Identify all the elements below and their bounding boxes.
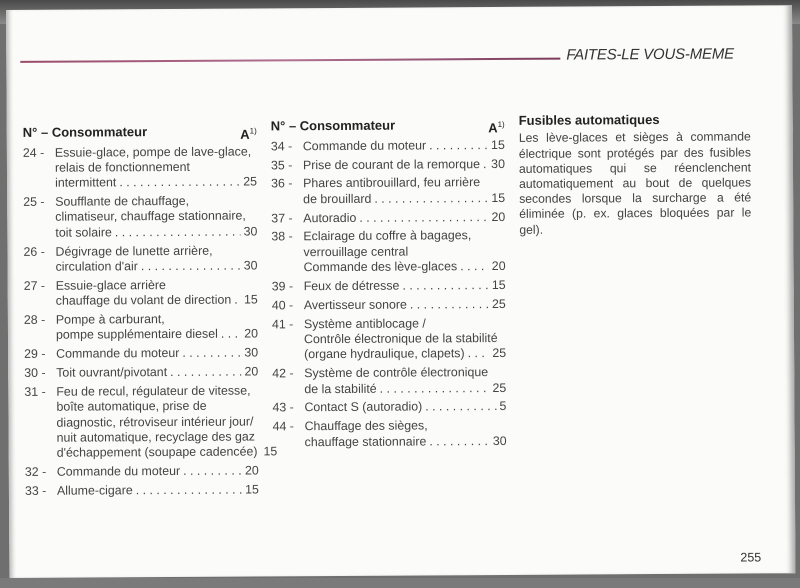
fuse-consumer: Allume-cigare <box>56 483 133 498</box>
fuse-entry <box>271 228 505 275</box>
heading-unit: $A^{1)}$ <box>488 119 505 136</box>
fuse-amperage: 20 <box>491 209 506 224</box>
fuse-number: 28 - <box>23 312 46 327</box>
fuse-number: 35 - <box>270 157 293 172</box>
fuse-number: 40 - <box>271 298 294 313</box>
fuse-consumer-line: boîte automatique, prise de <box>56 399 207 414</box>
leader-dots <box>468 346 490 361</box>
fuse-entry <box>272 365 506 397</box>
fuse-amperage: 20 <box>491 259 506 274</box>
fuse-amperage: 30 <box>244 345 259 360</box>
leader-dots <box>410 297 489 313</box>
heading-label: N° – Consommateur <box>270 117 396 134</box>
fuse-consumer-line: diagnostic, rétroviseur intérieur jour/ <box>56 414 254 430</box>
heading-label: N° – Consommateur <box>22 124 148 140</box>
fuse-consumer-line: chauffage stationnaire <box>304 434 427 449</box>
fuse-consumer-line: Essuie-glace, pompe de lave-glace, <box>54 144 252 160</box>
fuse-entry <box>272 278 506 295</box>
fuse-number: 24 - <box>22 145 45 160</box>
fuse-entry <box>23 243 257 275</box>
fuse-consumer-line: climatiseur, chauffage stationnaire, <box>55 208 246 225</box>
fuse-entry <box>24 277 258 309</box>
fuse-entry <box>272 316 506 363</box>
fuse-consumer-line: Système antiblocage / <box>303 316 426 331</box>
fuse-consumer: Feux de détresse <box>303 278 400 294</box>
fuse-amperage: 20 <box>244 463 259 478</box>
fuse-amperage: 15 <box>263 444 278 459</box>
fuse-consumer-line: toit solaire <box>55 225 112 240</box>
fuse-amperage: 15 <box>243 292 258 307</box>
fuse-amperage: 15 <box>491 190 506 205</box>
fuse-consumer-line: (organe hydraulique, clapets) <box>304 346 465 362</box>
fuse-amperage: 15 <box>491 277 506 293</box>
fuse-entry <box>271 156 505 173</box>
fuse-consumer-line: pompe supplémentaire diesel <box>55 326 218 342</box>
fuse-number: 31 - <box>24 384 46 399</box>
fuse-consumer: Prise de courant de la remorque <box>302 156 481 172</box>
fuse-entry <box>25 482 259 499</box>
fuse-amperage: 25 <box>243 174 258 189</box>
fuse-consumer-line: Feu de recul, régulateur de vitesse, <box>56 383 251 399</box>
fuse-amperage: 30 <box>491 156 505 171</box>
leader-dots <box>460 259 489 274</box>
fuse-list <box>22 144 278 499</box>
leader-dots <box>429 138 488 154</box>
fuse-number: 25 - <box>23 194 45 210</box>
section-body: Les lève-glaces et sièges à commande électrique sont protégés par des fusibles automatiques qui se réenclenchent automatiquement au bout de quelques secondes lorsque la surcharge a été éliminée (p. ex. glaces bloquées par le gel). <box>518 129 752 237</box>
fuse-number: 43 - <box>272 400 294 415</box>
fuse-consumer: Autoradio <box>303 210 357 225</box>
fuse-entry <box>24 311 258 343</box>
fuse-consumer: Contact S (autoradio) <box>304 399 423 415</box>
scan-bottom-shadow <box>0 578 800 588</box>
fuse-amperage: 30 <box>243 258 258 273</box>
fuse-consumer: Commande du moteur <box>302 138 427 153</box>
fuse-consumer-line: Dégivrage de lunette arrière, <box>55 243 213 259</box>
fuse-consumer-line: Eclairage du coffre à bagages, <box>303 228 472 244</box>
fuse-number: 27 - <box>23 278 46 293</box>
automatic-fuses-section <box>519 111 752 237</box>
fuse-number: 26 - <box>23 244 45 259</box>
fuse-table-column-2 <box>271 117 507 454</box>
fuse-amperage: 30 <box>492 433 507 448</box>
leader-dots <box>136 482 243 498</box>
leader-dots <box>374 191 488 207</box>
fuse-entry <box>271 210 505 227</box>
fuse-number: 36 - <box>271 176 293 191</box>
column-heading <box>271 117 505 137</box>
fuse-consumer: Commande du moteur <box>56 346 180 361</box>
section-heading: Fusibles automatiques <box>518 112 660 128</box>
column-heading <box>23 123 257 143</box>
fuse-consumer-line: de la stabilité <box>304 381 377 396</box>
fuse-amperage: 5 <box>499 399 507 414</box>
section-title: FAITES-LE VOUS-MEME <box>566 45 734 64</box>
fuse-number: 29 - <box>24 346 46 362</box>
fuse-entry <box>272 399 506 416</box>
fuse-consumer-line: Essuie-glace arrière <box>55 277 166 293</box>
fuse-entry <box>24 365 258 382</box>
leader-dots <box>483 157 488 172</box>
fuse-entry <box>23 194 257 241</box>
fuse-consumer-line: Pompe à carburant, <box>55 312 165 327</box>
fuse-entry <box>271 175 505 207</box>
fuse-entry <box>273 418 507 450</box>
fuse-consumer-line: Système de contrôle électronique <box>304 365 489 381</box>
leader-dots <box>429 434 490 450</box>
fuse-consumer: Commande du moteur <box>56 463 181 479</box>
fuse-consumer-line: Commande des lève-glaces <box>303 259 458 275</box>
fuse-entry <box>25 463 259 480</box>
fuse-entry <box>271 138 505 155</box>
fuse-amperage: 25 <box>491 296 506 311</box>
fuse-consumer-line: Chauffage des sièges, <box>304 418 428 434</box>
fuse-amperage: 25 <box>492 380 507 395</box>
fuse-amperage: 20 <box>244 326 259 341</box>
fuse-entry <box>24 346 258 363</box>
leader-dots <box>115 224 241 240</box>
fuse-number: 41 - <box>271 317 294 332</box>
fuse-entry <box>24 383 278 461</box>
fuse-consumer-line: Soufflante de chauffage, <box>55 193 190 209</box>
fuse-consumer: Toit ouvrant/pivotant <box>56 365 168 380</box>
fuse-list <box>271 138 507 451</box>
fuse-consumer-line: d'échappement (soupape cadencée) <box>56 444 258 460</box>
fuse-consumer-line: relais de fonctionnement <box>54 159 191 175</box>
fuse-consumer-line: chauffage du volant de direction <box>55 292 232 308</box>
leader-dots <box>119 175 240 191</box>
fuse-entry <box>23 144 257 191</box>
fuse-number: 33 - <box>24 483 47 498</box>
fuse-amperage: 15 <box>490 137 505 152</box>
fuse-number: 37 - <box>271 210 293 225</box>
fuse-consumer-line: Phares antibrouillard, feu arrière <box>303 175 481 191</box>
leader-dots <box>380 381 490 397</box>
leader-dots <box>402 278 489 294</box>
fuse-amperage: 30 <box>243 224 258 239</box>
fuse-number: 34 - <box>270 138 293 154</box>
document-page <box>6 5 795 578</box>
fuse-consumer-line: verrouillage central <box>303 244 409 259</box>
heading-unit: $A^{1)}$ <box>240 126 257 142</box>
fuse-consumer-line: circulation d'air <box>55 259 138 274</box>
leader-dots <box>425 399 496 415</box>
fuse-entry <box>272 297 506 314</box>
fuse-consumer: Avertisseur sonore <box>303 297 407 313</box>
fuse-amperage: 20 <box>244 364 259 379</box>
leader-dots <box>221 327 241 342</box>
fuse-consumer-line: Contrôle électronique de la stabilité <box>303 331 498 347</box>
leader-dots <box>182 346 241 362</box>
fuse-number: 30 - <box>24 365 46 380</box>
leader-dots <box>359 210 488 226</box>
fuse-number: 38 - <box>271 229 293 244</box>
fuse-amperage: 25 <box>492 346 507 361</box>
header-rule <box>20 58 560 63</box>
fuse-amperage: 15 <box>245 482 259 497</box>
page-number: 255 <box>740 550 762 565</box>
fuse-consumer-line: nuit automatique, recyclage des gaz <box>56 429 256 445</box>
leader-dots <box>234 293 241 308</box>
fuse-number: 42 - <box>272 366 294 381</box>
fuse-table-column-1 <box>22 123 278 502</box>
leader-dots <box>170 365 241 381</box>
fuse-number: 39 - <box>271 279 294 294</box>
leader-dots <box>141 258 241 274</box>
fuse-number: 32 - <box>24 464 47 479</box>
fuse-consumer-line: de brouillard <box>303 191 372 206</box>
fuse-consumer-line: intermittent <box>55 175 117 190</box>
fuse-number: 44 - <box>272 419 294 434</box>
leader-dots <box>183 464 242 480</box>
